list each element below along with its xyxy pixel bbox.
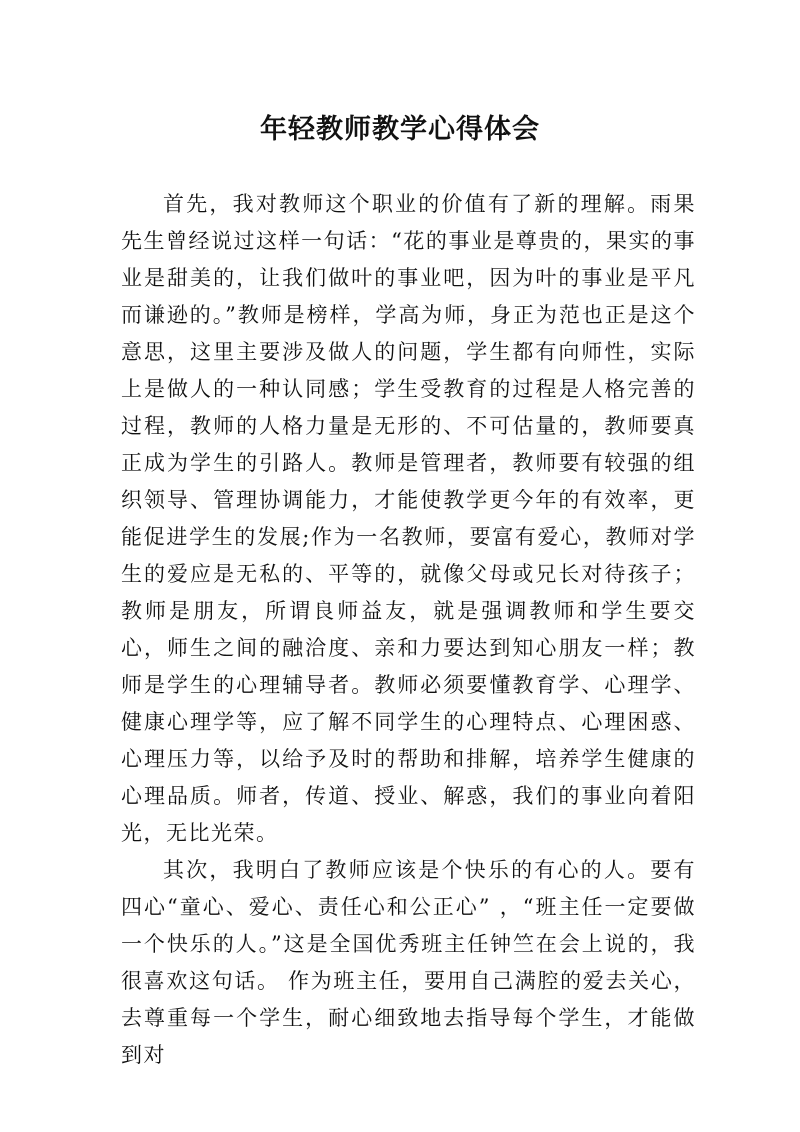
document-body (121, 186, 696, 1074)
paragraph-1: 首先，我对教师这个职业的价值有了新的理解。雨果先生曾经说过这样一句话：“花的事业是尊贵的，果实的事业是甜美的，让我们做叶的事业吧，因为叶的事业是平凡而谦逊的。”教师是榜样，学高为师，身正为范也正是这个意思，这里主要涉及做人的问题，学生都有向师性，实际上是做人的一种认同感；学生受教育的过程是人格完善的过程，教师的人格力量是无形的、不可估量的，教师要真正成为学生的引路人。教师是管理者，教师要有较强的组织领导、管理协调能力，才能使教学更今年的有效率，更能促进学生的发展;作为一名教师，要富有爱心，教师对学生的爱应是无私的、平等的，就像父母或兄长对待孩子；教师是朋友，所谓良师益友，就是强调教师和学生要交心，师生之间的融洽度、亲和力要达到知心朋友一样；教师是学生的心理辅导者。教师必须要懂教育学、心理学、健康心理学等，应了解不同学生的心理特点、心理困惑、心理压力等，以给予及时的帮助和排解，培养学生健康的心理品质。师者，传道、授业、解惑，我们的事业向着阳光，无比光荣。 (121, 192, 696, 845)
paragraph-2: 其次，我明白了教师应该是个快乐的有心的人。要有四心“童心、爱心、责任心和公正心” ，“班主任一定要做一个快乐的人。”这是全国优秀班主任钟竺在会上说的，我很喜欢这句话。 作为班主任，要用自己满腔的爱去关心，去尊重每一个学生，耐心细致地去指导每个学生，才能做到对 (121, 858, 696, 1067)
document-title: 年轻教师教学心得体会 (260, 114, 540, 146)
